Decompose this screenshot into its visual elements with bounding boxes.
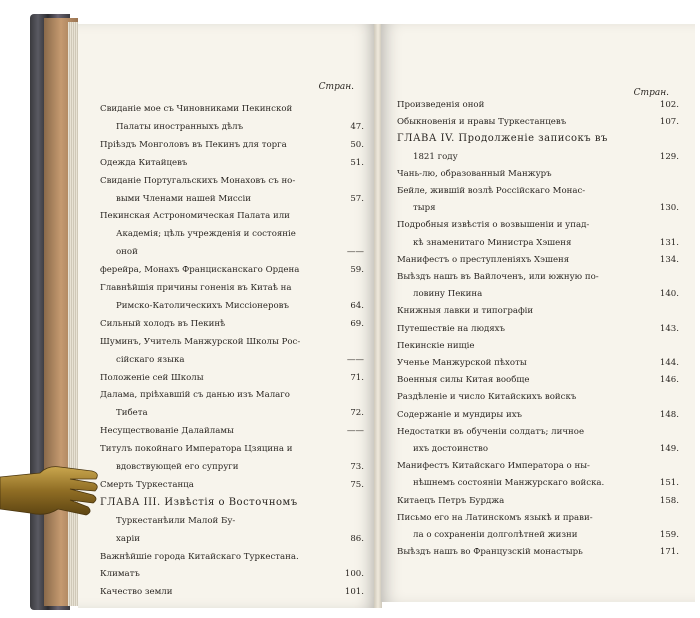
- toc-entry-text: тыря: [413, 203, 436, 214]
- toc-entry-text: нѣшнемъ состояніи Манжурскаго войска.: [413, 478, 605, 489]
- toc-entry-page: 69.: [350, 318, 364, 329]
- left-page: [78, 24, 376, 608]
- toc-entry-page: 151.: [659, 478, 679, 489]
- toc-entry-text: оной: [116, 247, 138, 258]
- toc-entry-text: ферейра, Монахъ Францисканскаго Ордена: [100, 265, 300, 276]
- toc-entry-page: 129.: [659, 151, 679, 162]
- toc-entry-text: Пекинская Астрономическая Палата или: [100, 211, 290, 222]
- toc-entry-page: 47.: [350, 121, 364, 132]
- left-page-header: Стран.: [318, 82, 354, 92]
- toc-entry-page: 146.: [659, 375, 679, 386]
- toc-entry-text: Одежда Китайцевъ: [100, 157, 188, 168]
- toc-entry-text: Римско-Католическихъ Миссіонеровъ: [116, 300, 289, 311]
- toc-entry-text: Ученье Манжурской пѣхоты: [397, 358, 527, 368]
- toc-entry-text: Бейле, жившій возлѣ Россійскаго Монас-: [397, 186, 586, 196]
- toc-entry-text: Титулъ покойнаго Императора Цзяцина и: [100, 444, 293, 455]
- left-toc: [78, 24, 376, 608]
- toc-entry-page: 159.: [659, 530, 679, 540]
- toc-entry-page: 140.: [659, 289, 679, 300]
- toc-entry-text: Подробныя извѣстія о возвышеніи и упад-: [397, 220, 590, 231]
- toc-entry-text: ихъ достоинство: [413, 444, 489, 454]
- toc-entry-text: Несуществованіе Далайламы: [100, 426, 234, 437]
- toc-entry-text: Произведенія оной: [397, 100, 485, 110]
- toc-entry-text: Военныя силы Китая вообще: [397, 375, 530, 386]
- toc-entry-text: вдовствующей его супруги: [116, 462, 239, 472]
- toc-entry-text: ловину Пекина: [413, 289, 483, 300]
- toc-entry-page: 158.: [659, 495, 679, 506]
- toc-entry-page: 59.: [350, 265, 364, 276]
- toc-entry-text: Академія; цѣль учрежденія и состояніе: [116, 229, 296, 240]
- toc-entry-page: 64.: [350, 300, 364, 311]
- toc-entry-page: 50.: [350, 139, 364, 150]
- toc-entry-text: Палаты иностранныхъ дѣлъ: [116, 121, 244, 132]
- toc-entry-text: Далама, пріѣхавшій съ данью изъ Малаго: [100, 390, 290, 401]
- toc-entry-text: Туркестанѣили Малой Бу-: [116, 515, 236, 526]
- toc-entry-page: 57.: [350, 193, 364, 204]
- toc-entry-page: ——: [346, 247, 364, 258]
- hand-icon: [0, 455, 100, 525]
- toc-entry-text: Содержаніе и мундиры ихъ: [397, 409, 523, 420]
- toc-entry-page: 130.: [659, 203, 679, 214]
- toc-entry-text: Свиданіе мое съ Чиновниками Пекинской: [100, 104, 293, 114]
- toc-entry-page: 149.: [659, 444, 679, 454]
- toc-entry-text: ГЛАВА IV. Продолженіе записокъ въ: [397, 133, 608, 145]
- toc-entry-text: Пріѣздъ Монголовъ въ Пекинъ для торга: [100, 139, 287, 150]
- toc-entry-text: Чань-лю, образованный Манжуръ: [397, 168, 552, 179]
- toc-entry-text: сійскаго языка: [116, 354, 185, 365]
- open-book: [30, 10, 698, 612]
- toc-entry-page: 143.: [659, 323, 679, 334]
- toc-entry-text: Главнѣйшія причины гоненія въ Китаѣ на: [100, 283, 292, 293]
- toc-entry-page: 171.: [659, 547, 679, 558]
- toc-entry-text: Обыкновенія и нравы Туркестанцевъ: [397, 117, 567, 128]
- toc-entry-page: 134.: [659, 254, 679, 265]
- toc-entry-text: Шуминъ, Учитель Манжурской Школы Рос-: [100, 336, 301, 347]
- toc-entry-page: 148.: [659, 409, 679, 420]
- toc-entry-text: Раздѣленіе и число Китайскихъ войскъ: [397, 392, 577, 403]
- toc-entry-text: Тибета: [116, 408, 148, 419]
- toc-entry-page: 101.: [344, 587, 364, 598]
- toc-entry-text: Книжныя лавки и типографіи: [397, 306, 534, 317]
- toc-entry-text: ГЛАВА III. Извѣстія о Восточномъ: [100, 496, 298, 508]
- toc-entry-text: Сильный холодъ въ Пекинѣ: [100, 318, 226, 329]
- right-toc: [381, 24, 695, 602]
- toc-entry-text: Манифестъ о преступленіяхъ Хэшеня: [397, 254, 570, 265]
- toc-entry-text: Климатъ: [100, 569, 140, 580]
- right-page-header: Стран.: [633, 88, 669, 98]
- toc-entry-page: 75.: [350, 479, 364, 490]
- toc-entry-text: кѣ знаменитаго Министра Хэшеня: [413, 237, 572, 248]
- toc-entry-text: Выѣздъ нашъ во Французскій монастырь: [397, 547, 583, 558]
- toc-entry-page: 102.: [659, 100, 679, 110]
- toc-entry-page: 131.: [659, 237, 679, 248]
- toc-entry-page: 86.: [350, 533, 364, 544]
- toc-entry-page: 72.: [350, 408, 364, 419]
- toc-entry-page: 51.: [350, 157, 364, 168]
- toc-entry-text: 1821 году: [413, 151, 458, 162]
- toc-entry-page: 107.: [659, 117, 679, 128]
- toc-entry-page: ——: [346, 354, 364, 365]
- toc-entry-text: Письмо его на Латинскомъ языкѣ и прави-: [397, 512, 593, 523]
- toc-entry-text: Важнѣйшіе города Китайскаго Туркестана.: [100, 551, 299, 562]
- toc-entry-page: 100.: [344, 569, 364, 580]
- right-page: [380, 24, 695, 602]
- toc-entry-text: харіи: [116, 533, 140, 544]
- toc-entry-text: ла о сохраненіи долголѣтней жизни: [413, 530, 578, 540]
- toc-entry-text: Манифестъ Китайскаго Императора о ны-: [397, 461, 590, 472]
- toc-entry-page: 73.: [350, 462, 364, 472]
- toc-entry-text: Путешествіе на людяхъ: [397, 323, 505, 334]
- toc-entry-text: Смерть Туркестанца: [100, 479, 194, 490]
- toc-entry-text: Свиданіе Португальскихъ Монаховъ съ но-: [100, 175, 296, 186]
- toc-entry-page: 71.: [350, 372, 364, 383]
- toc-entry-text: Недостатки въ обученіи солдатъ; личное: [397, 426, 585, 437]
- brass-hand-page-holder: [0, 455, 100, 525]
- toc-entry-page: ——: [346, 426, 364, 437]
- toc-entry-text: Положеніе сей Школы: [100, 372, 204, 383]
- toc-entry-page: 144.: [659, 358, 679, 368]
- toc-entry-text: выми Членами нашей Миссіи: [116, 193, 252, 204]
- toc-entry-text: Выѣздъ нашъ въ Вайлоченъ, или южную по-: [397, 272, 599, 282]
- toc-entry-text: Качество земли: [100, 587, 173, 598]
- toc-entry-text: Пекинскіе нищіе: [397, 340, 475, 351]
- toc-entry-text: Китаецъ Петръ Бурджа: [397, 495, 505, 506]
